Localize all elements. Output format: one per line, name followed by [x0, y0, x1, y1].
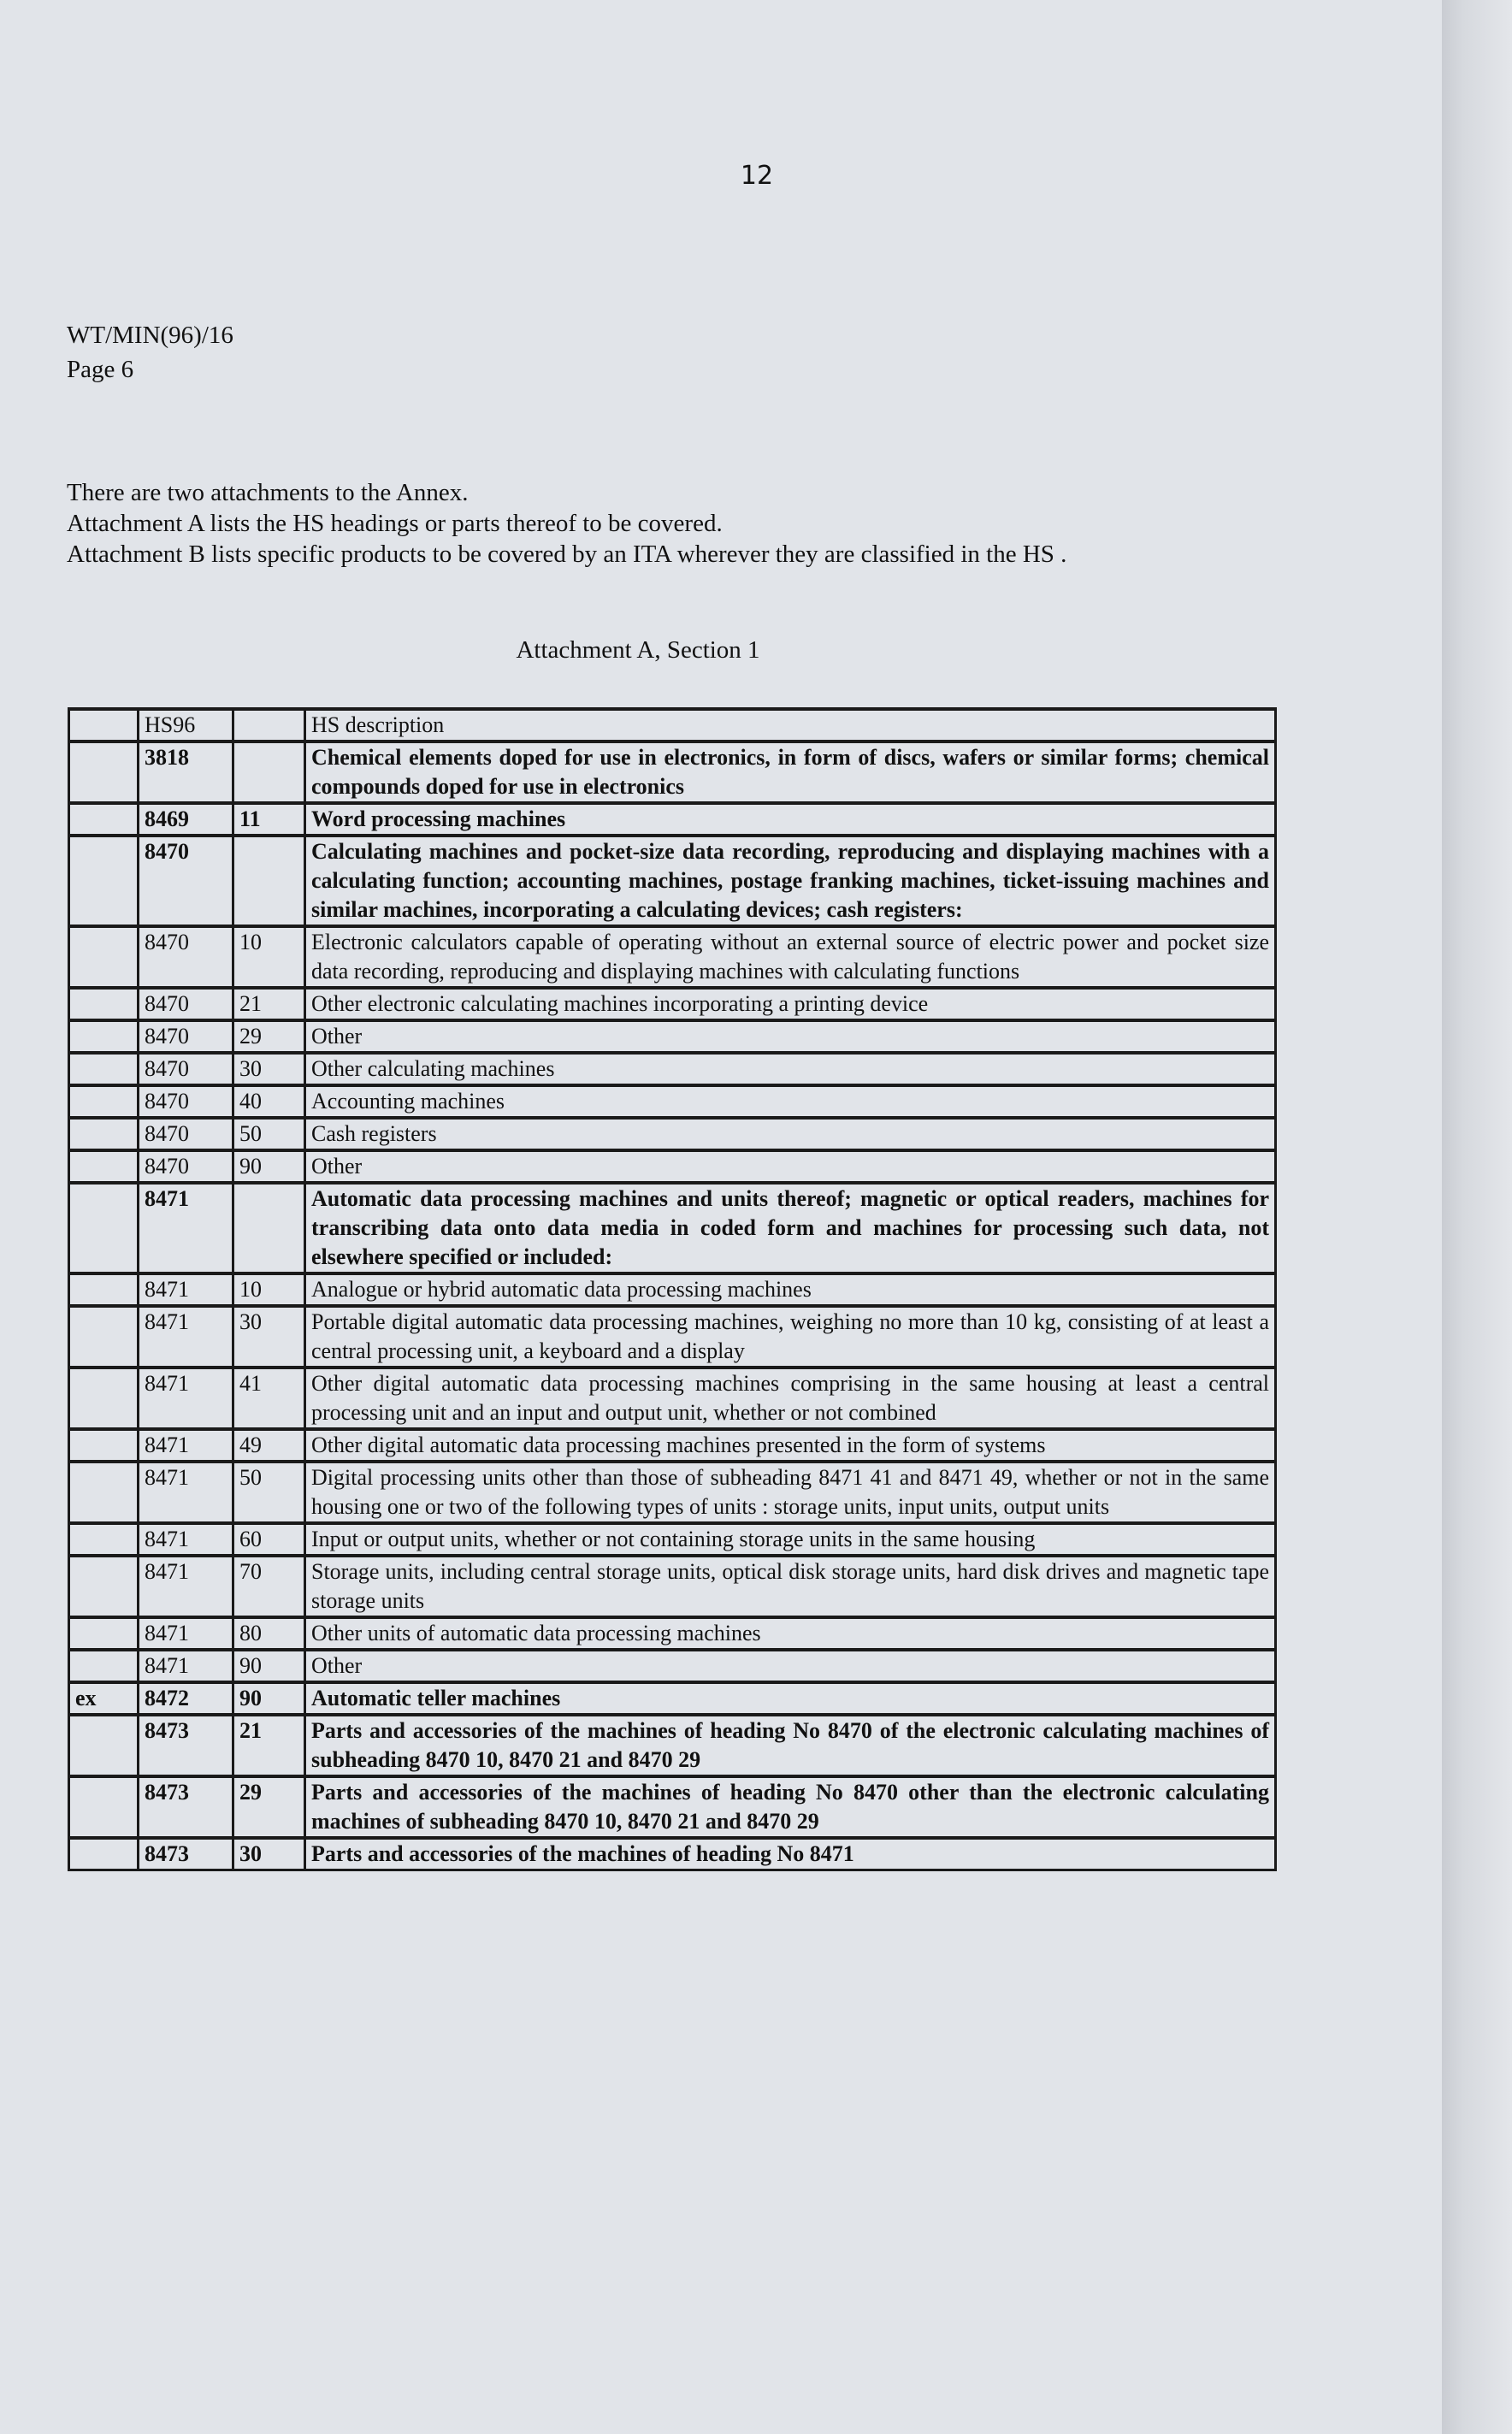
table-row	[69, 1682, 1276, 1715]
table-row	[69, 1118, 1276, 1150]
table-row	[69, 836, 1276, 926]
cell-ex	[69, 1368, 139, 1429]
cell-description: Other digital automatic data processing machines presented in the form of systems	[305, 1429, 1276, 1462]
cell-subheading: 41	[233, 1368, 305, 1429]
cell-hs-code: 3818	[139, 741, 233, 803]
page-edge	[1442, 0, 1512, 2434]
table-row	[69, 1776, 1276, 1838]
cell-subheading: 70	[233, 1556, 305, 1617]
cell-hs-code: 8471	[139, 1650, 233, 1682]
cell-hs-code: 8471	[139, 1523, 233, 1556]
cell-subheading	[233, 741, 305, 803]
cell-description: Input or output units, whether or not containing storage units in the same housing	[305, 1523, 1276, 1556]
cell-subheading	[233, 836, 305, 926]
cell-subheading: 29	[233, 1020, 305, 1053]
cell-hs-code: 8471	[139, 1368, 233, 1429]
cell-ex	[69, 1523, 139, 1556]
table-row	[69, 1462, 1276, 1523]
cell-hs-code: 8470	[139, 836, 233, 926]
document-page-label: Page 6	[67, 356, 134, 383]
cell-description: Other units of automatic data processing machines	[305, 1617, 1276, 1650]
intro-line: Attachment B lists specific products to be covered by an ITA wherever they are classified in the HS .	[67, 541, 1067, 568]
cell-subheading	[233, 1183, 305, 1273]
cell-description: Automatic teller machines	[305, 1682, 1276, 1715]
cell-ex	[69, 741, 139, 803]
cell-description: Accounting machines	[305, 1085, 1276, 1118]
cell-subheading: 21	[233, 1715, 305, 1776]
cell-description: Other electronic calculating machines incorporating a printing device	[305, 988, 1276, 1020]
cell-subheading: 50	[233, 1118, 305, 1150]
cell-ex	[69, 1306, 139, 1368]
cell-ex	[69, 1838, 139, 1870]
cell-description: Calculating machines and pocket-size data recording, reproducing and displaying machines with a calculating function; accounting machines, postage franking machines, ticket-issuing machines and similar machines, incorporating a calculating devices; cash registers:	[305, 836, 1276, 926]
cell-ex	[69, 1556, 139, 1617]
cell-hs-code: 8471	[139, 1462, 233, 1523]
header-hs96: HS96	[139, 709, 233, 741]
cell-hs-code: 8473	[139, 1776, 233, 1838]
cell-description: Automatic data processing machines and units thereof; magnetic or optical readers, machines for transcribing data onto data media in coded form and machines for processing such data, not elsewhere specified or included:	[305, 1183, 1276, 1273]
cell-hs-code: 8470	[139, 926, 233, 988]
cell-hs-code: 8471	[139, 1429, 233, 1462]
cell-subheading: 11	[233, 803, 305, 836]
cell-subheading: 30	[233, 1053, 305, 1085]
cell-subheading: 30	[233, 1838, 305, 1870]
cell-description: Storage units, including central storage units, optical disk storage units, hard disk drives and magnetic tape storage units	[305, 1556, 1276, 1617]
table-row	[69, 741, 1276, 803]
cell-ex	[69, 1085, 139, 1118]
cell-description: Other	[305, 1020, 1276, 1053]
cell-description: Analogue or hybrid automatic data processing machines	[305, 1273, 1276, 1306]
cell-hs-code: 8470	[139, 1118, 233, 1150]
cell-description: Electronic calculators capable of operating without an external source of electric power and pocket size data recording, reproducing and displaying machines with calculating functions	[305, 926, 1276, 988]
cell-hs-code: 8470	[139, 1053, 233, 1085]
cell-description: Other calculating machines	[305, 1053, 1276, 1085]
cell-hs-code: 8470	[139, 988, 233, 1020]
cell-subheading: 50	[233, 1462, 305, 1523]
table-row	[69, 1183, 1276, 1273]
cell-ex: ex	[69, 1682, 139, 1715]
hs-table-body	[69, 709, 1276, 1870]
cell-description: Chemical elements doped for use in electronics, in form of discs, wafers or similar forms; chemical compounds doped for use in electronics	[305, 741, 1276, 803]
cell-subheading: 49	[233, 1429, 305, 1462]
cell-hs-code: 8471	[139, 1306, 233, 1368]
cell-ex	[69, 1020, 139, 1053]
table-title: Attachment A, Section 1	[516, 636, 760, 664]
cell-subheading: 80	[233, 1617, 305, 1650]
cell-hs-code: 8472	[139, 1682, 233, 1715]
document-header	[67, 318, 233, 387]
cell-ex	[69, 1183, 139, 1273]
cell-description: Word processing machines	[305, 803, 1276, 836]
header-ex	[69, 709, 139, 741]
cell-subheading: 60	[233, 1523, 305, 1556]
cell-ex	[69, 1776, 139, 1838]
intro-text	[67, 477, 1196, 570]
cell-description: Cash registers	[305, 1118, 1276, 1150]
cell-hs-code: 8471	[139, 1183, 233, 1273]
intro-line: There are two attachments to the Annex.	[67, 479, 469, 506]
cell-hs-code: 8473	[139, 1838, 233, 1870]
cell-hs-code: 8471	[139, 1273, 233, 1306]
cell-ex	[69, 926, 139, 988]
cell-ex	[69, 1715, 139, 1776]
cell-ex	[69, 1617, 139, 1650]
cell-description: Portable digital automatic data processing machines, weighing no more than 10 kg, consisting of at least a central processing unit, a keyboard and a display	[305, 1306, 1276, 1368]
cell-hs-code: 8469	[139, 803, 233, 836]
table-row	[69, 1617, 1276, 1650]
table-row	[69, 1368, 1276, 1429]
cell-description: Parts and accessories of the machines of heading No 8470 other than the electronic calculating machines of subheading 8470 10, 8470 21 and 8470 29	[305, 1776, 1276, 1838]
table-row	[69, 803, 1276, 836]
table-row	[69, 1273, 1276, 1306]
cell-description: Other	[305, 1650, 1276, 1682]
cell-subheading: 90	[233, 1150, 305, 1183]
table-row	[69, 1556, 1276, 1617]
cell-ex	[69, 1462, 139, 1523]
cell-ex	[69, 1118, 139, 1150]
cell-subheading: 40	[233, 1085, 305, 1118]
hs-table	[68, 707, 1277, 1871]
cell-hs-code: 8471	[139, 1556, 233, 1617]
cell-description: Parts and accessories of the machines of heading No 8471	[305, 1838, 1276, 1870]
cell-hs-code: 8470	[139, 1020, 233, 1053]
cell-ex	[69, 1429, 139, 1462]
cell-hs-code: 8470	[139, 1085, 233, 1118]
header-subheading	[233, 709, 305, 741]
cell-description: Parts and accessories of the machines of heading No 8470 of the electronic calculating machines of subheading 8470 10, 8470 21 and 8470 29	[305, 1715, 1276, 1776]
header-description: HS description	[305, 709, 1276, 741]
cell-subheading: 10	[233, 926, 305, 988]
cell-subheading: 21	[233, 988, 305, 1020]
table-header-row	[69, 709, 1276, 741]
cell-ex	[69, 803, 139, 836]
page-number: 12	[740, 161, 774, 191]
cell-subheading: 90	[233, 1682, 305, 1715]
table-row	[69, 926, 1276, 988]
cell-description: Other digital automatic data processing machines comprising in the same housing at least a central processing unit and an input and output unit, whether or not combined	[305, 1368, 1276, 1429]
cell-description: Digital processing units other than those of subheading 8471 41 and 8471 49, whether or not in the same housing one or two of the following types of units : storage units, input units, output units	[305, 1462, 1276, 1523]
cell-ex	[69, 1650, 139, 1682]
intro-line: Attachment A lists the HS headings or parts thereof to be covered.	[67, 510, 723, 537]
cell-ex	[69, 1273, 139, 1306]
table-row	[69, 1715, 1276, 1776]
cell-hs-code: 8470	[139, 1150, 233, 1183]
table-row	[69, 1085, 1276, 1118]
cell-subheading: 10	[233, 1273, 305, 1306]
table-row	[69, 1650, 1276, 1682]
cell-hs-code: 8471	[139, 1617, 233, 1650]
cell-hs-code: 8473	[139, 1715, 233, 1776]
table-row	[69, 1523, 1276, 1556]
table-row	[69, 1306, 1276, 1368]
table-row	[69, 1020, 1276, 1053]
cell-subheading: 90	[233, 1650, 305, 1682]
cell-ex	[69, 1150, 139, 1183]
table-row	[69, 1053, 1276, 1085]
table-row	[69, 988, 1276, 1020]
cell-subheading: 29	[233, 1776, 305, 1838]
cell-description: Other	[305, 1150, 1276, 1183]
table-row	[69, 1150, 1276, 1183]
document-symbol: WT/MIN(96)/16	[67, 322, 233, 349]
table-row	[69, 1429, 1276, 1462]
cell-ex	[69, 836, 139, 926]
cell-ex	[69, 1053, 139, 1085]
cell-ex	[69, 988, 139, 1020]
table-row	[69, 1838, 1276, 1870]
cell-subheading: 30	[233, 1306, 305, 1368]
